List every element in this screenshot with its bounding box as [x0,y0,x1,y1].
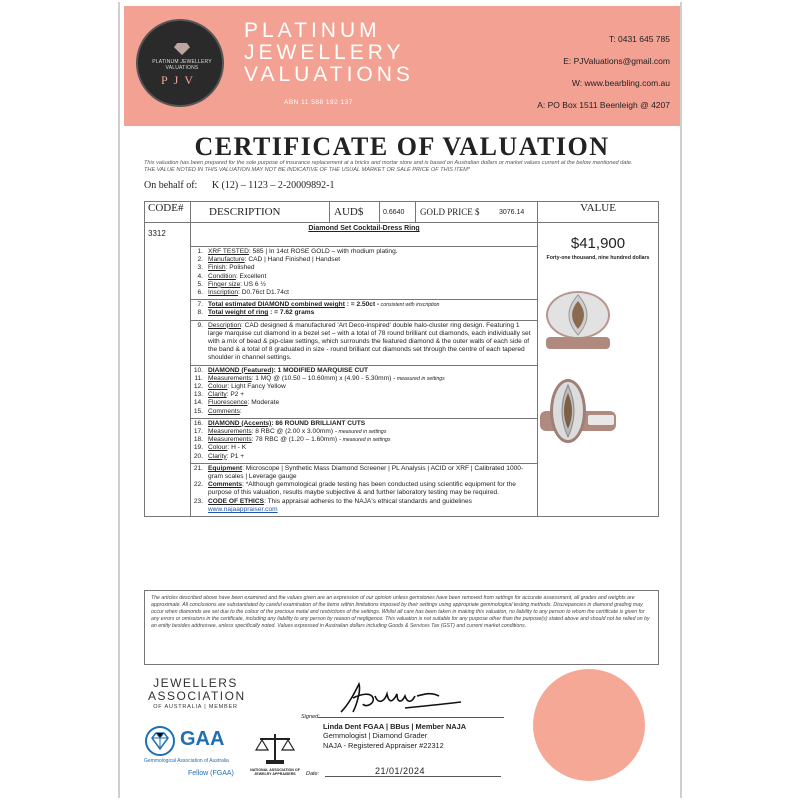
table-header [145,202,659,223]
logo-text: PLATINUM JEWELLERY VALUATIONS [152,59,212,71]
list-item: 22. Comments: *Although gemmological grade testing has been conducted using scientific equipment for the purpose of this valuation, results maybe subjective & and further laboratory testing may be required. [193,481,516,497]
signer-name: Linda Dent FGAA | BBus | Member NAJA [323,722,467,731]
ring-photo-side [538,371,618,461]
list-item: 7. Total estimated DIAMOND combined weight : = 2.50ct - consistent with inscription [197,301,440,309]
list-item: 9. Description: CAD designed & manufactured 'Art Deco-inspired' double halo-cluster ring design. Featuring 1 large marquise cut diamond in a bezel set – with a total of 78 round brilliant cut diamonds, each individually set with a mix of bead & pip-claw settings, which surrounds the featured diamond & the outer walls of each side of the band & a total of 8 graduated in size - round brilliant cut diamonds set through the centre of each tapered shoulder in channel settings. [197,321,531,362]
value-cell [538,223,659,517]
list-item: 23. CODE OF ETHICS: This appraisal adheres to the NAJA's ethical standards and guidelines www.najaappraiser.com [193,497,472,513]
gaa-logo: GAA Gemmological Association of Australia Fellow (FGAA) [144,728,234,777]
list-item: 12. Colour: Light Fancy Yellow [193,383,286,391]
terms-small-print: The articles described above have been examined and the values given are an expression of our opinion unless gemstones have been removed from settings for accurate assessment, all grades and weights are approximate. All conclusions are substantiated by careful examination of the items within limitations imposed by their settings using appropriate gemmological testing methods. Discrepancies in diamond grading may occur when diamonds are set due to the colour of the precious metal and restrictions of the settings. Whilst all care has been taken in making this valuation, no liability to any person to whom the certificate is given for any errors or omissions in the certificate, including any liability to any person by reason of negligence. This valuation is not suitable for any purpose other than the purpose(s) stated above and should not be relied on by an entity besides addressee, unless specifically noted. Values expressed in Australian dollars including Goods & Services Tax (GST) and current market conditions. [144,590,659,665]
valuation-amount: $41,900 [570,235,626,252]
contact-details [537,28,670,116]
on-behalf-of: On behalf of: K (12) – 1123 – 2-20009892-1 [144,180,335,191]
abn-number: ABN 11 588 192 137 [284,99,353,106]
signature [335,678,465,718]
list-item: 11. Measurements: 1 MQ @ (10.50 – 10.60mm) x (4.90 - 5.30mm) - measured in settings [194,374,445,382]
list-item: 5. Finger size: US 6 ½ [197,280,266,288]
header-description: DESCRIPTION AUD$ 0.6640 GOLD PRICE $ 3076.14 [191,202,538,223]
list-item: 14. Fluorescence: Moderate [193,399,280,407]
jaa-member: OF AUSTRALIA | MEMBER [153,704,238,710]
phone: T: 0431 645 785 [609,34,670,44]
address: A: PO Box 1511 Beenleigh @ 4207 [537,100,670,110]
list-item: 4. Condition: Excellent [197,272,267,280]
item-description [191,223,538,517]
logo-initials: PJV [160,73,199,87]
list-item: 8. Total weight of ring : = 7.62 grams [197,309,315,317]
list-item: 16. DIAMOND (Accents): 86 ROUND BRILLIANT CUTS [193,419,366,427]
gaa-gem-icon [144,726,176,756]
naja-link[interactable]: www.najaappraiser.com [208,505,278,513]
certificate-page [118,2,682,798]
item-title: Diamond Set Cocktail-Dress Ring [308,225,420,232]
valuation-amount-words: Forty-one thousand, nine hundred dollars [546,255,650,261]
website: W: www.bearbling.com.au [571,78,670,88]
list-item: 1. XRF TESTED: 585 | In 14ct ROSE GOLD – with rhodium plating. [197,248,398,255]
spec-block-accent-diamonds [191,418,537,463]
signer-details [323,722,466,750]
list-item: 19. Colour: H - K [193,444,247,452]
naja-logo: NATIONAL ASSOCIATION OF JEWELRY APPRAISERS [250,732,300,787]
spec-block-featured-diamond [191,365,537,418]
date-label: Date: [306,771,320,777]
spec-block-description [191,320,537,365]
list-item: 17. Measurements: 8 RBC @ (2.00 x 3.00mm) - measured in settings [193,428,387,436]
disclaimer: This valuation has been prepared for the sole purpose of insurance replacement at a bricks and mortar store and is based on Australian dollars or market values current at the below mentioned date. THE VALUE NOTED IN THIS VALUATION MAY NOT BE INDICATIVE OF THE USUAL MARKET OR SALE PRICE OF THIS ITEM* [144,160,633,173]
letterhead [124,6,680,126]
header-code: CODE# [145,202,191,223]
pjv-logo [136,19,224,107]
list-item: 18. Measurements: 78 RBC @ (1.20 – 1.60mm) - measured in settings [193,436,391,444]
signer-role: Gemmologist | Diamond Grader [323,731,428,741]
list-item: 15. Comments: [193,407,242,415]
spec-block-methods [191,463,537,516]
list-item: 3. Finish: Polished [197,264,255,272]
ring-photo-top [538,279,618,369]
email: E: PJValuations@gmail.com [563,56,670,66]
jewellers-association-logo: JEWELLERS ASSOCIATION [148,676,246,703]
header-value: VALUE [538,202,659,223]
valuation-table [144,201,659,517]
table-row [145,223,659,517]
list-item: 10. DIAMOND (Featured): 1 MODIFIED MARQUISE CUT [193,366,369,374]
list-item: 2. Manufacture: CAD | Hand Finished | Handset [197,256,341,264]
signed-label: Signed: [301,714,320,720]
list-item: 20. Clarity: P1 + [193,452,245,460]
brand-name: PLATINUM JEWELLERY VALUATIONS [244,19,414,86]
spec-block-weights [191,299,537,319]
list-item: 6. Inscription: D0.76ct D1.74ct [197,289,290,297]
document-title: CERTIFICATE OF VALUATION [194,132,610,161]
diamond-icon [174,43,190,55]
scales-icon [250,732,300,766]
item-code: 3312 [145,223,191,517]
signer-registration: NAJA - Registered Appraiser #22312 [323,740,444,750]
list-item: 21. Equipment: Microscope | Synthetic Mass Diamond Screener | PL Analysis | ACID or XRF | Calibrated 1000-gram scales | Leverage gauge [193,464,524,481]
company-seal [533,669,645,781]
spec-block-general [191,246,537,299]
valuation-date: 21/01/2024 [375,766,426,776]
list-item: 13. Clarity: P2 + [193,391,245,399]
